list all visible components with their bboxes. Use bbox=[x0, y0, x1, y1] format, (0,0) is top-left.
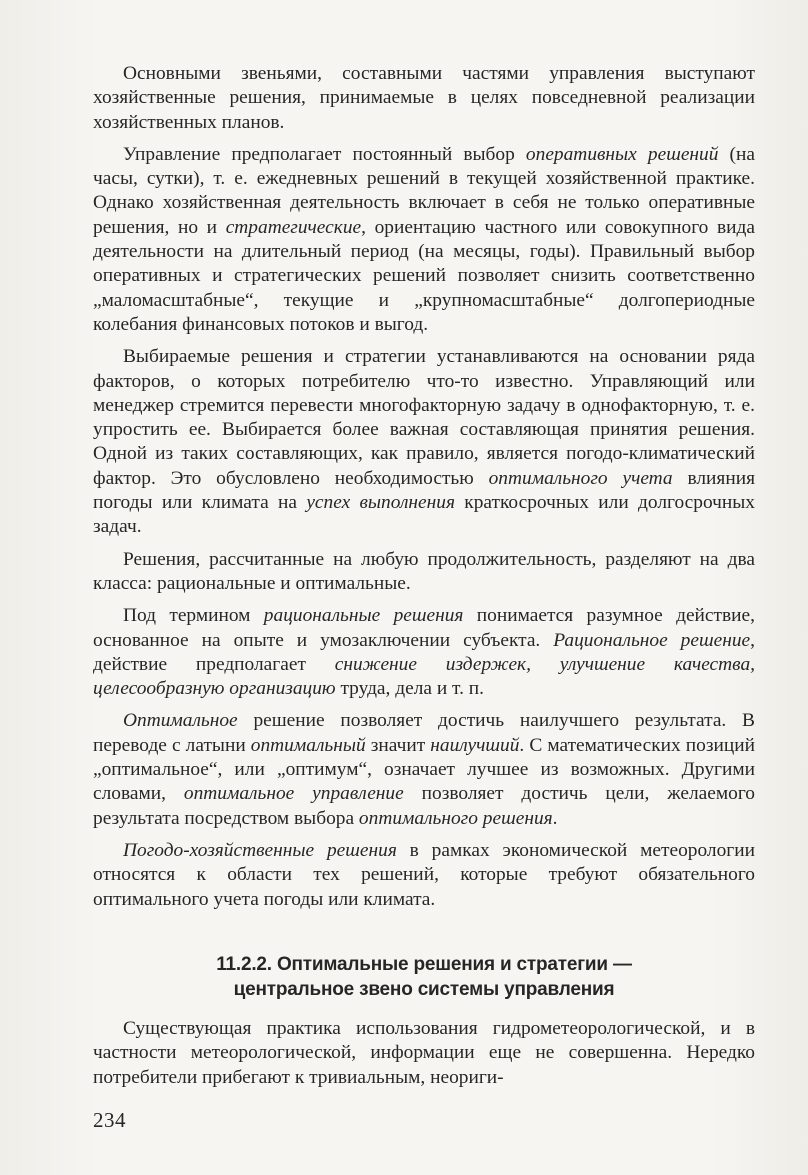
paragraph bbox=[93, 345, 755, 539]
page-number: 234 bbox=[93, 1108, 126, 1132]
text-run: (на часы, сутки), т. е. ежедневных решений в текущей хозяйственной практике. Однако хозяйственная деятельность включает в себя не только оперативные решения, но и bbox=[93, 143, 755, 238]
paragraph bbox=[93, 62, 755, 135]
text-run: понимается разумное действие, основанное на опыте и умозаключении субъекта. bbox=[93, 605, 755, 651]
section-body-text bbox=[93, 1017, 755, 1090]
text-run: Выбираемые решения и стратегии устанавливаются на основании ряда факторов, о которых потребителю что-то известно. Управляющий или менеджер стремится перевести многофакторную задачу в однофакторную, т. е. упростить ее. Выбирается более важная составляющая принятия решения. Одной из таких составляющих, как правило, является погодо-климатический фактор. Это обусловлено необходимостью bbox=[93, 346, 755, 489]
paragraph bbox=[93, 604, 755, 701]
text-run: . С математических позиций „оптимальное“, или „оптимум“, означает лучшее из возможных. Другими словами, bbox=[93, 734, 756, 805]
italic-term: оперативных решений bbox=[525, 143, 719, 165]
text-run: Под термином bbox=[123, 605, 264, 627]
section-heading-line-1: 11.2.2. Оптимальные решения и стратегии — bbox=[216, 954, 632, 975]
text-run: Основными звеньями, составными частями управления выступают хозяйственные решения, принимаемые в целях повседневной реализации хозяйственных планов. bbox=[93, 63, 755, 133]
text-run: значит bbox=[365, 734, 431, 756]
text-run: , действие предполагает bbox=[93, 629, 755, 675]
paragraph bbox=[93, 548, 755, 597]
paragraph bbox=[93, 1017, 755, 1090]
body-text bbox=[93, 62, 755, 920]
text-run: Решения, рассчитанные на любую продолжительность, разделяют на два класса: рациональные и оптимальные. bbox=[93, 548, 755, 594]
italic-term: оптимальный bbox=[250, 734, 366, 756]
text-run: Существующая практика использования гидрометеорологической, и в частности метеорологической, информации еще не совершенна. Нередко потребители прибегают к тривиальным, неориги- bbox=[93, 1018, 755, 1088]
italic-term: Погодо-хозяйственные решения bbox=[123, 839, 397, 861]
italic-term: успех выполнения bbox=[306, 492, 455, 514]
section-heading-line-2: центральное звено системы управления bbox=[233, 979, 615, 1000]
paragraph bbox=[93, 143, 755, 337]
italic-term: оптимального решения bbox=[358, 807, 553, 829]
text-run: , ориентацию частного или совокупного вида деятельности на длительный период (на месяцы, годы). Правильный выбор оперативных и стратегических решений позволяет снизить соответственно „маломасштабные“, текущие и „крупномасштабные“ долгопериодные колебания финансовых потоков и выгод. bbox=[93, 216, 756, 335]
italic-term: оптимальное управление bbox=[183, 783, 404, 805]
italic-term: оптимального учета bbox=[488, 467, 673, 489]
italic-term: Рациональное решение bbox=[553, 629, 751, 651]
italic-term: Оптимальное bbox=[123, 710, 238, 732]
text-run: труда, дела и т. п. bbox=[335, 678, 484, 700]
text-run: Управление предполагает постоянный выбор bbox=[123, 143, 526, 165]
text-run: . bbox=[552, 807, 558, 829]
italic-term: стратегические bbox=[225, 216, 362, 238]
text-run: в рамках экономической метеорологии относятся к области тех решений, которые требуют обязательного оптимального учета погоды или климата. bbox=[93, 839, 755, 910]
italic-term: снижение издержек, улучшение качества, целесообразную организацию bbox=[93, 653, 755, 700]
italic-term: наилучший bbox=[430, 734, 520, 756]
italic-term: рациональные решения bbox=[263, 605, 464, 627]
paragraph bbox=[93, 709, 755, 830]
paragraph bbox=[93, 839, 755, 912]
text-run: решение позволяет достичь наилучшего результата. В переводе с латыни bbox=[93, 710, 755, 756]
text-run: краткосрочных или долгосрочных задач. bbox=[93, 492, 755, 538]
text-run: влияния погоды или климата на bbox=[93, 467, 755, 514]
section-heading bbox=[93, 952, 755, 1002]
text-run: позволяет достичь цели, желаемого результата посредством выбора bbox=[93, 783, 755, 829]
